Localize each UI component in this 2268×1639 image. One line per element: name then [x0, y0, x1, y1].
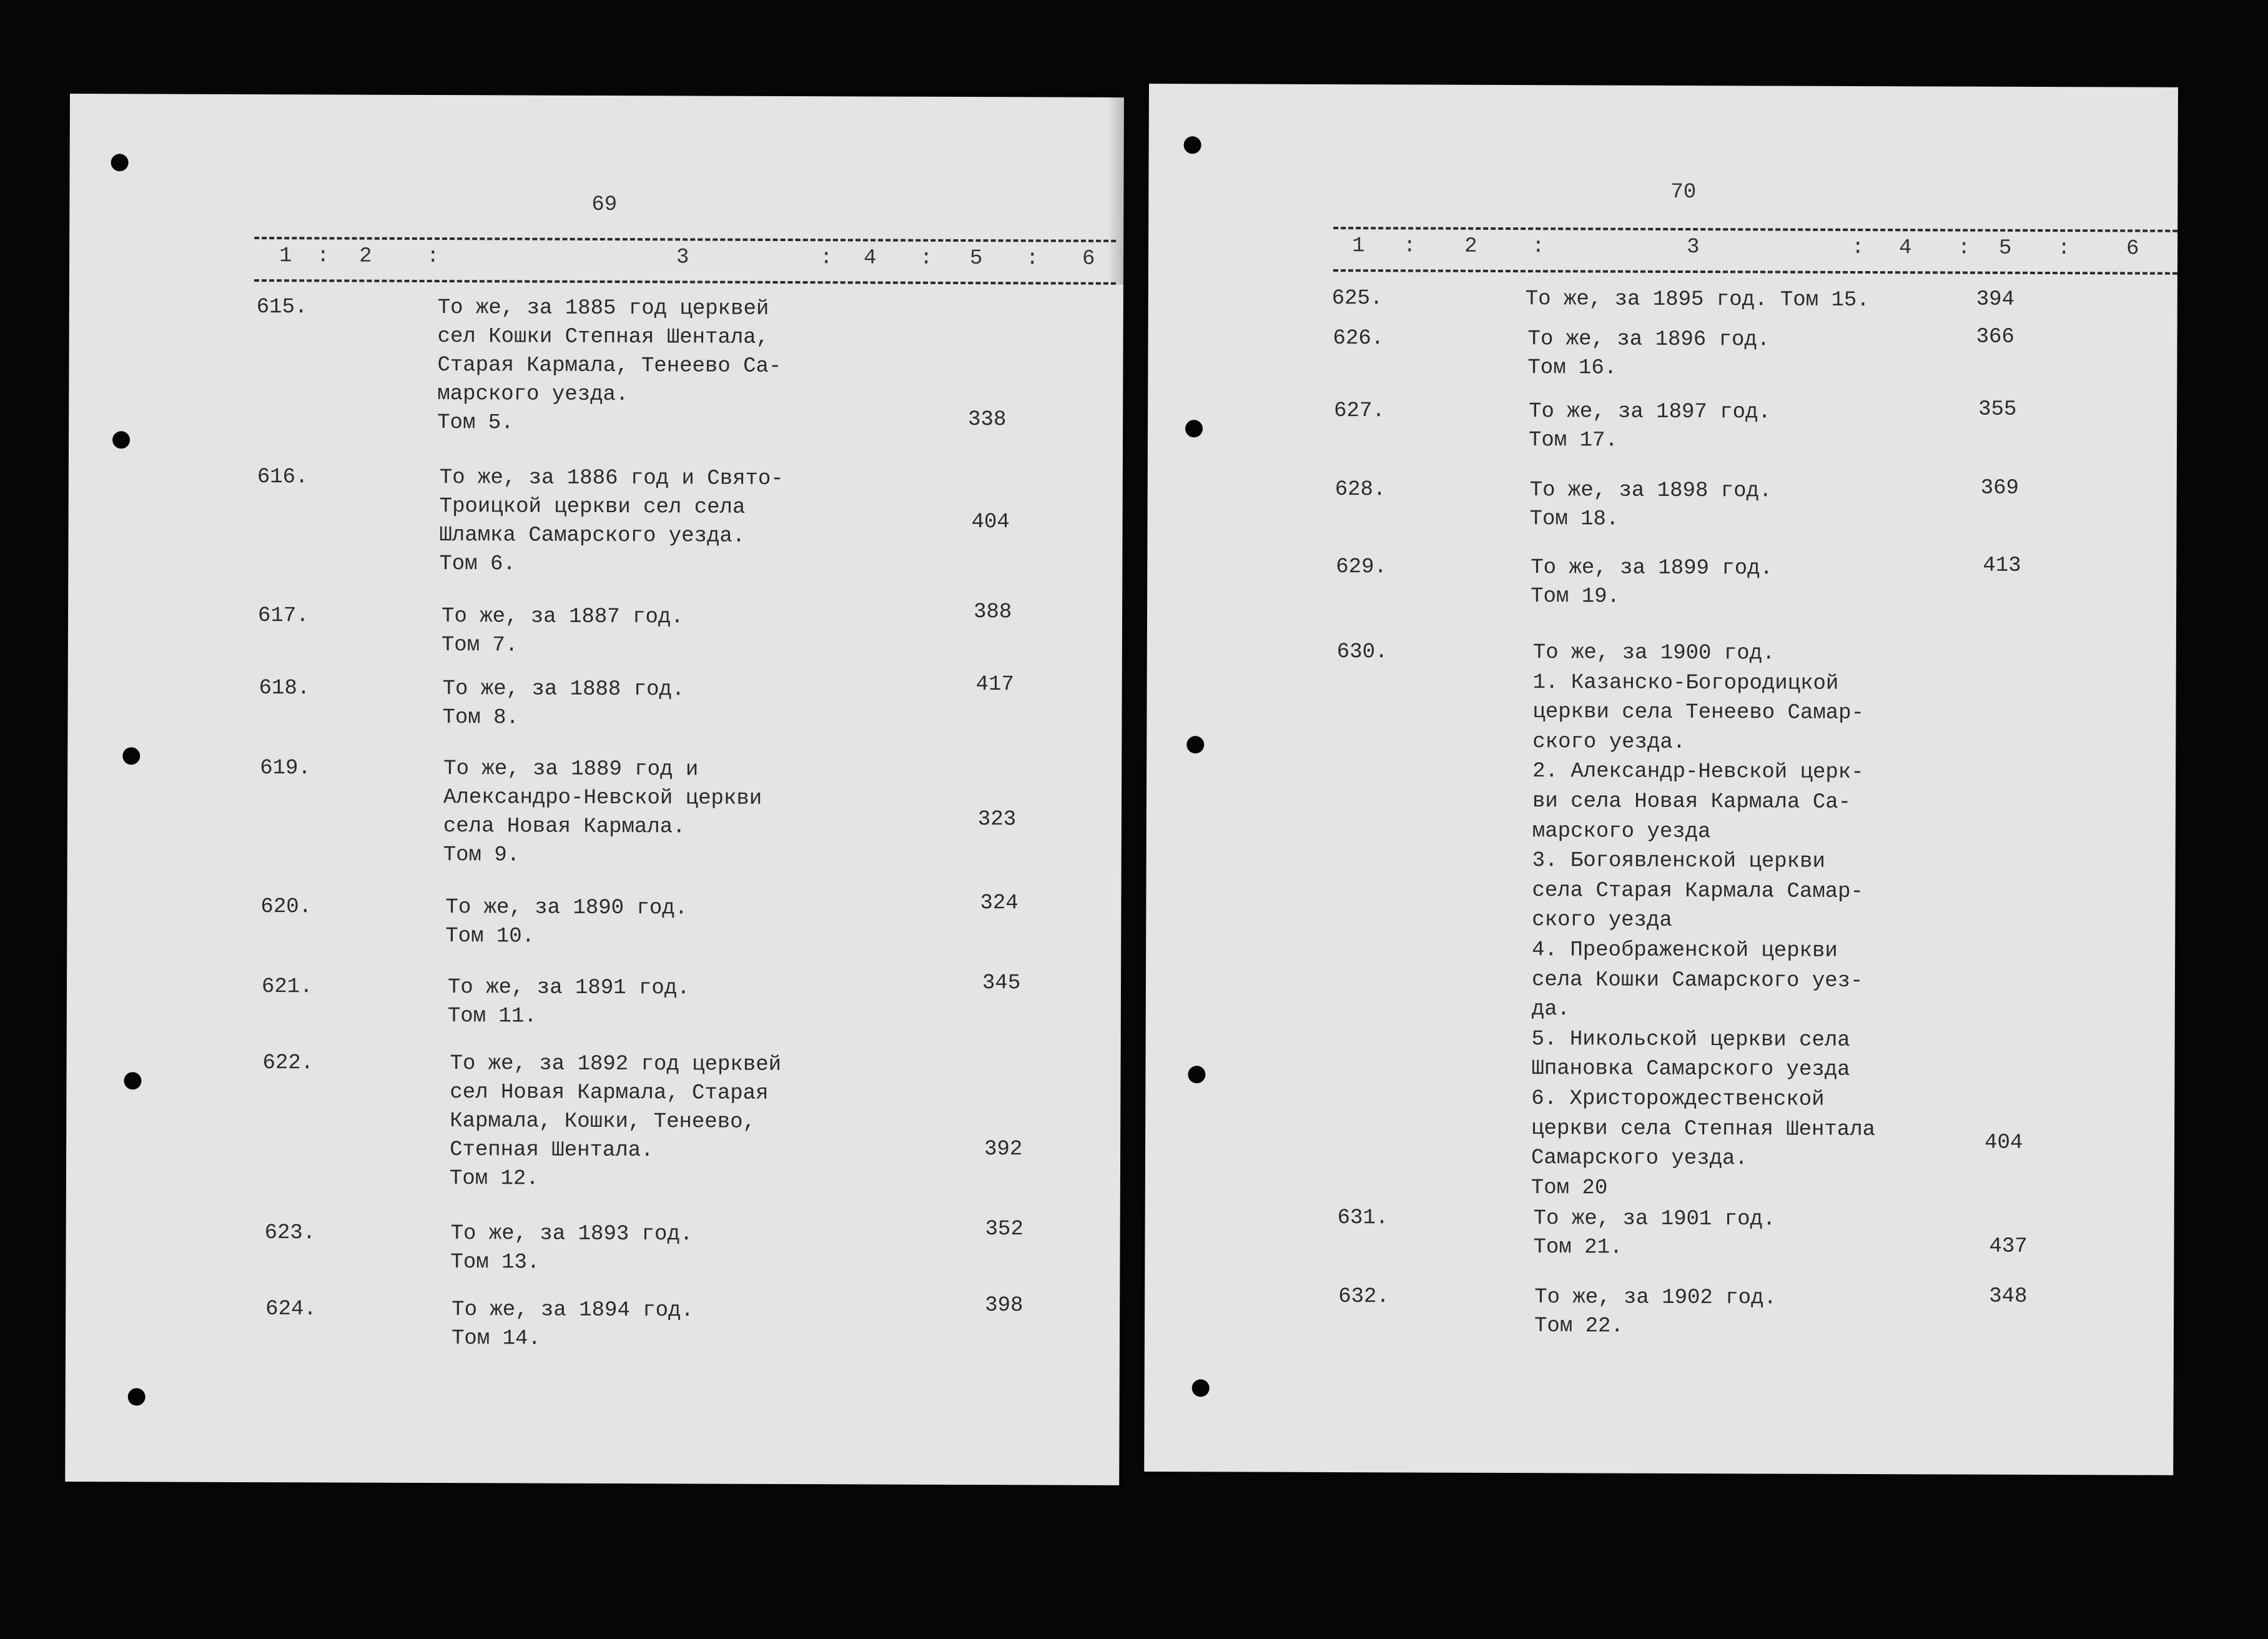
entry-description: То же, за 1895 год. Том 15. — [1525, 287, 1870, 313]
entry-number: 621. — [261, 975, 313, 999]
entry-sheet-count: 323 — [977, 808, 1017, 832]
col-separator: : — [1958, 236, 1971, 260]
entry-sheet-count: 388 — [974, 600, 1012, 625]
entry-sheet-count: 338 — [968, 408, 1007, 432]
binder-hole — [112, 431, 130, 448]
entry-sheet-count: 355 — [1978, 397, 2017, 422]
entry-sheet-count: 398 — [985, 1294, 1023, 1318]
col-separator: : — [1403, 234, 1416, 259]
column-header — [254, 237, 1116, 285]
entry-description: То же, за 1901 год. Том 21. — [1533, 1207, 1776, 1260]
binder-hole — [1186, 736, 1204, 753]
col-separator: : — [317, 244, 330, 269]
binder-hole — [122, 747, 140, 765]
entry-sheet-count: 366 — [1976, 325, 2014, 349]
col-separator: : — [920, 246, 933, 270]
col-2-label: 2 — [359, 244, 372, 269]
entry-number: 623. — [264, 1221, 316, 1245]
entry-sheet-count: 392 — [984, 1137, 1023, 1162]
entry-number: 626. — [1333, 327, 1384, 351]
entry-description: То же, за 1893 год. Том 13. — [450, 1222, 693, 1275]
entry-description: То же, за 1889 год и Александро-Невской церкви села Новая Кармала. Том 9. — [443, 757, 762, 868]
entry-sheet-count: 369 — [1980, 476, 2019, 500]
col-separator: : — [1532, 235, 1545, 259]
entry-number: 632. — [1338, 1285, 1389, 1309]
entry-sheet-count: 345 — [982, 971, 1021, 996]
entry-number: 617. — [258, 604, 309, 628]
entry-number: 615. — [256, 295, 308, 320]
col-4-label: 4 — [864, 246, 877, 270]
entry-number: 616. — [257, 465, 308, 490]
entry-sheet-count: 404 — [1984, 1131, 2023, 1155]
entry-description: То же, за 1888 год. Том 8. — [442, 677, 685, 730]
entry-number: 624. — [265, 1297, 317, 1322]
entry-description: То же, за 1900 год. 1. Казанско-Богородицкой церкви села Тенеево Самар- ского уезда. 2. Александр-Невской церк- ви села Новая Кармала Са- марского уезда 3. Богоявленской церкви села Старая Кармала Самар- ского уезда 4. Преображенской церкви села Кошки Самарского уез- да. 5. Никольской церкви села Шпановка Самарского уезда 6. Христорождественской церкви села Степная Шентала Самарского уезда. Том 20 — [1531, 641, 1876, 1201]
entry-description: То же, за 1899 год. Том 19. — [1531, 556, 1773, 609]
col-6-label: 6 — [1082, 247, 1095, 271]
entry-description: То же, за 1894 год. Том 14. — [451, 1298, 694, 1351]
entry-number: 622. — [262, 1051, 314, 1076]
col-5-label: 5 — [970, 247, 983, 271]
binder-hole — [1192, 1379, 1210, 1397]
col-separator: : — [2058, 237, 2071, 261]
entry-sheet-count: 404 — [971, 510, 1010, 535]
entry-sheet-count: 348 — [1989, 1284, 2028, 1309]
entry-number: 629. — [1336, 555, 1387, 580]
col-separator: : — [1851, 235, 1865, 260]
page-number: 69 — [591, 192, 618, 217]
entry-number: 628. — [1334, 478, 1386, 502]
col-separator: : — [426, 244, 440, 269]
column-header — [1333, 227, 2177, 275]
col-5-label: 5 — [1999, 236, 2012, 260]
col-separator: : — [820, 246, 833, 270]
entry-number: 618. — [259, 676, 310, 701]
entry-description: То же, за 1897 год. Том 17. — [1528, 400, 1771, 453]
entry-number: 630. — [1336, 640, 1388, 665]
entry-sheet-count: 417 — [975, 673, 1014, 697]
entry-number: 620. — [260, 895, 312, 919]
col-3-label: 3 — [1687, 235, 1700, 260]
col-3-label: 3 — [676, 245, 689, 270]
entry-sheet-count: 352 — [985, 1217, 1023, 1242]
binder-hole — [128, 1388, 145, 1405]
col-1-label: 1 — [1352, 234, 1365, 259]
col-4-label: 4 — [1899, 236, 1912, 260]
entry-description: То же, за 1896 год. Том 16. — [1527, 327, 1770, 380]
binder-hole — [124, 1072, 141, 1089]
col-6-label: 6 — [2126, 237, 2139, 261]
entry-description: То же, за 1886 год и Свято- Троицкой церкви сел села Шламка Самарского уезда. Том 6. — [439, 466, 784, 577]
entry-description: То же, за 1891 год. Том 11. — [447, 976, 690, 1029]
left-page — [65, 94, 1124, 1485]
entry-sheet-count: 324 — [980, 891, 1018, 916]
binder-hole — [1184, 136, 1201, 154]
entry-number: 625. — [1331, 287, 1383, 311]
col-2-label: 2 — [1464, 234, 1477, 259]
binder-hole — [1185, 420, 1203, 437]
right-page — [1144, 84, 2178, 1475]
page-number: 70 — [1670, 180, 1697, 205]
entry-number: 619. — [260, 756, 311, 781]
entry-description: То же, за 1902 год. Том 22. — [1534, 1285, 1777, 1339]
entry-number: 627. — [1334, 399, 1385, 423]
col-separator: : — [1026, 247, 1039, 271]
entry-sheet-count: 437 — [1989, 1234, 2028, 1259]
col-1-label: 1 — [279, 244, 292, 269]
entry-description: То же, за 1898 год. Том 18. — [1529, 478, 1772, 532]
entry-description: То же, за 1890 год. Том 10. — [445, 896, 688, 949]
entry-description: То же, за 1892 год церквей сел Новая Кармала, Старая Кармала, Кошки, Тенеево, Степная Шентала. Том 12. — [449, 1052, 782, 1191]
entry-number: 631. — [1337, 1206, 1389, 1230]
entry-sheet-count: 394 — [1976, 287, 2015, 312]
entry-sheet-count: 413 — [1983, 553, 2021, 578]
binder-hole — [111, 154, 129, 171]
entry-description: То же, за 1885 год церквей сел Кошки Степная Шентала, Старая Кармала, Тенеево Са- марского уезда. Том 5. — [437, 296, 782, 435]
entry-description: То же, за 1887 год. Том 7. — [441, 605, 684, 658]
binder-hole — [1188, 1066, 1205, 1083]
